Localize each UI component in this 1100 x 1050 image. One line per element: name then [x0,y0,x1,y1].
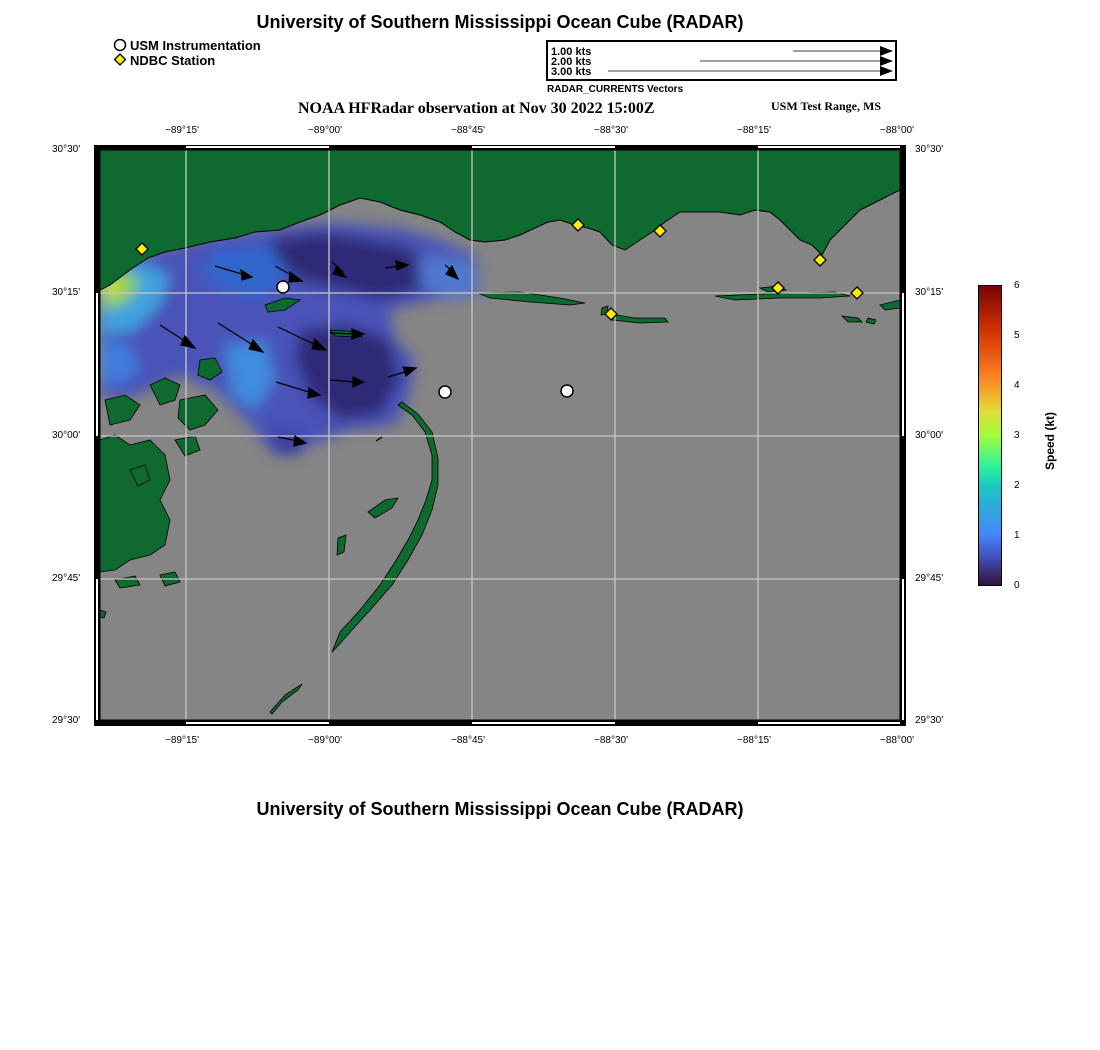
range-name: USM Test Range, MS [771,99,882,113]
vector-caption: RADAR_CURRENTS Vectors [547,84,684,95]
lat-tick-left-2: 30°15' [52,287,81,298]
colorbar-tick-6: 6 [1014,280,1020,291]
lat-tick-right-5: 29°30' [915,715,944,726]
legend-symbols [112,38,132,74]
legend-usm-label: USM Instrumentation [130,38,261,53]
lon-tick-top-4: −88°30' [594,125,628,136]
vector-label-2: 2.00 kts [551,56,592,68]
lon-tick-top-1: −89°15' [165,125,199,136]
lon-tick-bottom-2: −89°00' [308,735,342,746]
legend-ndbc-label: NDBC Station [130,53,216,68]
lat-tick-left-5: 29°30' [52,715,81,726]
lon-tick-top-6: −88°00' [880,125,914,136]
lat-tick-left-1: 30°30' [52,144,81,155]
usm-instrument-icon [277,281,289,293]
arrow-3kt-icon [880,66,893,76]
lat-tick-right-1: 30°30' [915,144,944,155]
lon-tick-bottom-5: −88°15' [737,735,771,746]
lon-tick-bottom-6: −88°00' [880,735,914,746]
lon-tick-bottom-3: −88°45' [451,735,485,746]
vector-label-1: 1.00 kts [551,46,592,58]
usm-instrument-icon [439,386,451,398]
vector-label-3: 3.00 kts [551,66,592,78]
usm-instrument-icon [561,385,573,397]
lat-tick-right-4: 29°45' [915,573,944,584]
lat-tick-left-3: 30°00' [52,430,81,441]
lon-tick-top-5: −88°15' [737,125,771,136]
observation-title: NOAA HFRadar observation at Nov 30 2022 15:00Z [298,100,655,117]
speed-colorbar [978,285,1002,586]
footer-title: University of Southern Mississippi Ocean Cube (RADAR) [256,799,744,819]
lon-tick-bottom-4: −88°30' [594,735,628,746]
colorbar-tick-2: 2 [1014,480,1020,491]
lat-tick-right-2: 30°15' [915,287,944,298]
arrow-1kt-icon [880,46,893,56]
lat-tick-right-3: 30°00' [915,430,944,441]
map-frame [92,143,908,729]
usm-circle-icon [115,40,126,51]
colorbar-gradient [978,285,1002,586]
vector-scale-arrows [548,42,895,79]
lon-tick-top-2: −89°00' [308,125,342,136]
lon-tick-top-3: −88°45' [451,125,485,136]
colorbar-tick-1: 1 [1014,530,1020,541]
colorbar-tick-4: 4 [1014,380,1020,391]
vector-scale-box [546,40,897,81]
arrow-2kt-icon [880,56,893,66]
colorbar-label: Speed (kt) [1043,411,1057,470]
colorbar-tick-5: 5 [1014,330,1020,341]
map-title: University of Southern Mississippi Ocean Cube (RADAR) [256,12,744,32]
colorbar-tick-0: 0 [1014,580,1020,591]
lat-tick-left-4: 29°45' [52,573,81,584]
lon-tick-bottom-1: −89°15' [165,735,199,746]
ndbc-diamond-icon [115,54,126,65]
colorbar-tick-3: 3 [1014,430,1020,441]
